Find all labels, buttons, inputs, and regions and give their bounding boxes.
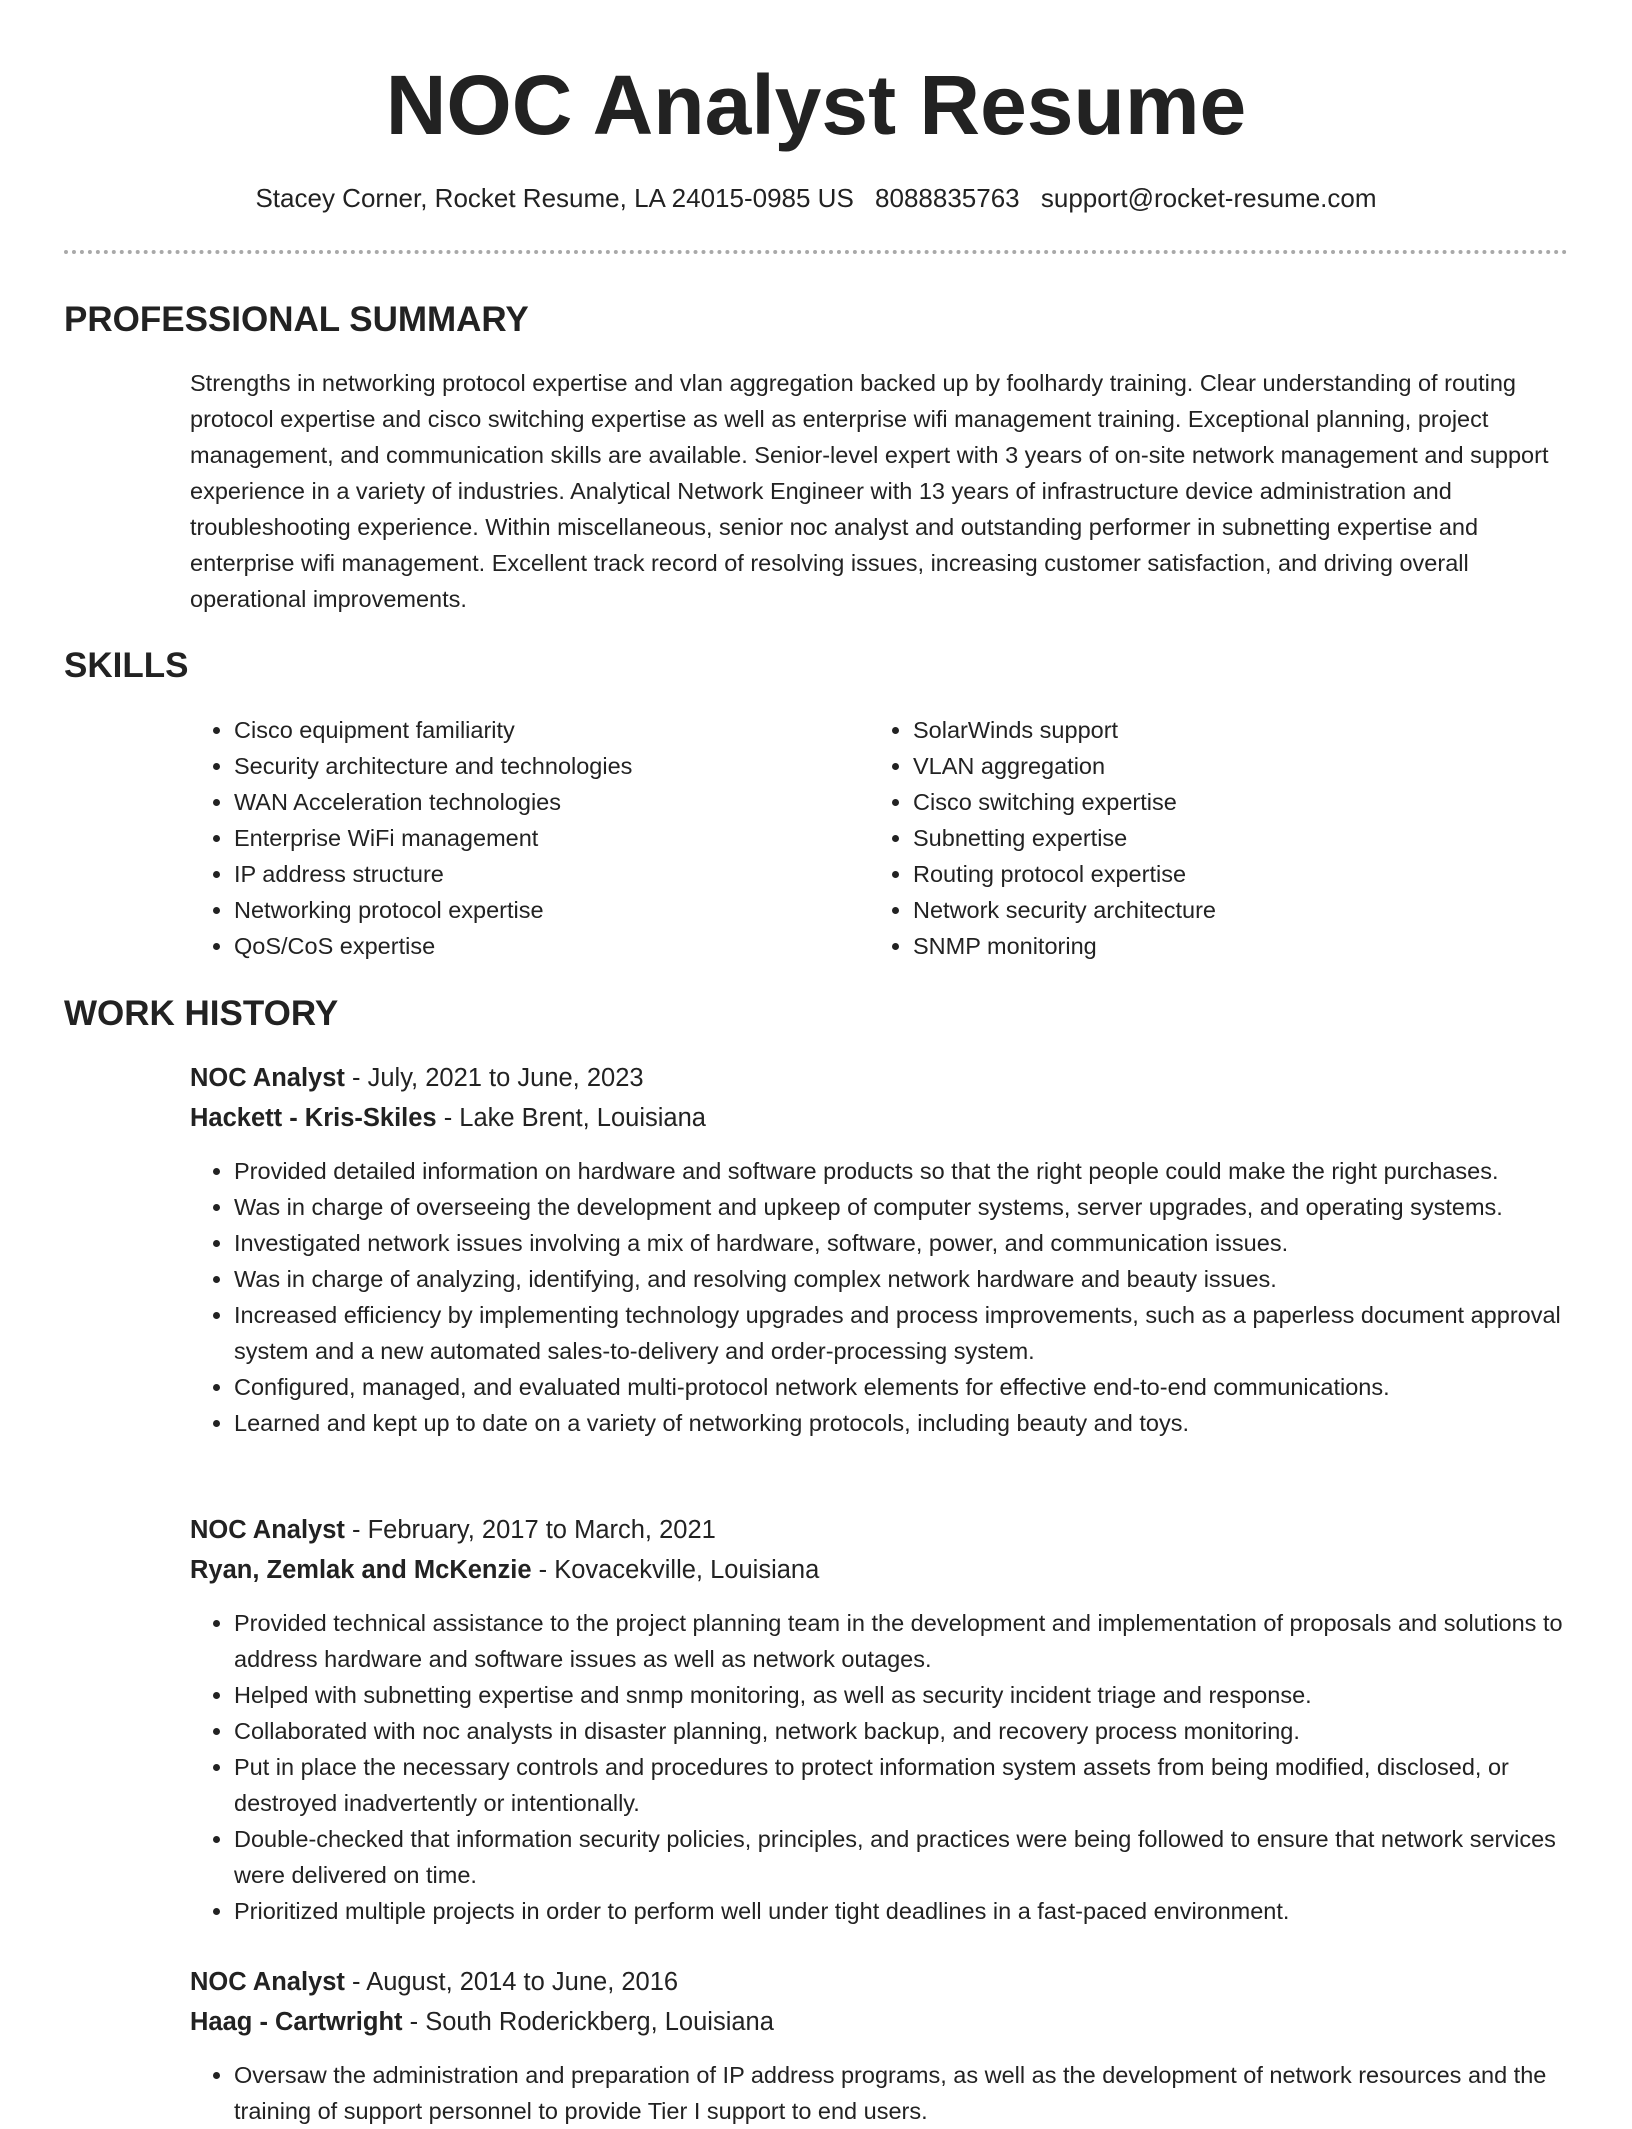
job-bullet: • Oversaw the administration and preparation of IP address programs, as well as the development of network resources and the training of support personnel to provide Tier I support to end users. bbox=[234, 2057, 1570, 2129]
skills-left-column bbox=[190, 712, 810, 964]
skill-item: • VLAN aggregation bbox=[913, 748, 1569, 784]
skills-heading: SKILLS bbox=[64, 646, 189, 685]
job-bullet-list bbox=[190, 1605, 1570, 1929]
skill-item: • SNMP monitoring bbox=[913, 928, 1569, 964]
skill-item: • Cisco switching expertise bbox=[913, 784, 1569, 820]
skill-item: • Networking protocol expertise bbox=[234, 892, 810, 928]
job-title: NOC Analyst bbox=[190, 1968, 345, 1996]
job-bullet-list bbox=[190, 2057, 1570, 2129]
skill-item: • SolarWinds support bbox=[913, 712, 1569, 748]
job-bullet: • Investigated network issues involving a mix of hardware, software, power, and communication issues. bbox=[234, 1225, 1570, 1261]
job-title-line: NOC Analyst - February, 2017 to March, 2021 bbox=[190, 1516, 716, 1544]
job-location: Kovacekville, Louisiana bbox=[554, 1556, 820, 1584]
resume-title: NOC Analyst Resume bbox=[385, 58, 1247, 152]
skills-right-column bbox=[869, 712, 1569, 964]
job-company-line: Haag - Cartwright - South Roderickberg, Louisiana bbox=[190, 2008, 774, 2036]
skill-item: • Cisco equipment familiarity bbox=[234, 712, 810, 748]
job-bullet: • Was in charge of overseeing the development and upkeep of computer systems, server upgrades, and operating systems. bbox=[234, 1189, 1570, 1225]
header-divider bbox=[64, 250, 1568, 254]
job-title-line: NOC Analyst - August, 2014 to June, 2016 bbox=[190, 1968, 679, 1996]
skill-item: • IP address structure bbox=[234, 856, 810, 892]
job-dates: February, 2017 to March, 2021 bbox=[367, 1516, 716, 1544]
job-bullet: • Was in charge of analyzing, identifying, and resolving complex network hardware and beauty issues. bbox=[234, 1261, 1570, 1297]
skill-item: • WAN Acceleration technologies bbox=[234, 784, 810, 820]
work-history-heading: WORK HISTORY bbox=[64, 994, 339, 1033]
job-company: Ryan, Zemlak and McKenzie bbox=[190, 1556, 532, 1584]
job-bullet: • Configured, managed, and evaluated multi-protocol network elements for effective end-to-end communications. bbox=[234, 1369, 1570, 1405]
job-company: Haag - Cartwright bbox=[190, 2008, 403, 2036]
job-dates: July, 2021 to June, 2023 bbox=[367, 1064, 644, 1092]
job-title: NOC Analyst bbox=[190, 1064, 345, 1092]
job-bullet: • Provided detailed information on hardware and software products so that the right people could make the right purchases. bbox=[234, 1153, 1570, 1189]
skill-item: • Network security architecture bbox=[913, 892, 1569, 928]
job-bullets bbox=[190, 2057, 1570, 2129]
skills-right-list bbox=[869, 712, 1569, 964]
skill-item: • Routing protocol expertise bbox=[913, 856, 1569, 892]
job-company-line: Ryan, Zemlak and McKenzie - Kovacekville, Louisiana bbox=[190, 1556, 820, 1584]
job-bullet: • Put in place the necessary controls and procedures to protect information system assets from being modified, disclosed, or destroyed inadvertently or intentionally. bbox=[234, 1749, 1570, 1821]
skills-left-list bbox=[190, 712, 810, 964]
summary-text: Strengths in networking protocol expertise and vlan aggregation backed up by foolhardy training. Clear understanding of routing protocol expertise and cisco switching expertise as well as enterprise wifi management training. Exceptional planning, project management, and communication skills are available. Senior-level expert with 3 years of on-site network management and support experience in a variety of industries. Analytical Network Engineer with 13 years of infrastructure device administration and troubleshooting experience. Within miscellaneous, senior noc analyst and outstanding performer in subnetting expertise and enterprise wifi management. Excellent track record of resolving issues, increasing customer satisfaction, and driving overall operational improvements. bbox=[190, 370, 1549, 612]
job-bullet: • Double-checked that information security policies, principles, and practices were being followed to ensure that network services were delivered on time. bbox=[234, 1821, 1570, 1893]
job-location: Lake Brent, Louisiana bbox=[459, 1104, 706, 1132]
skill-item: • Subnetting expertise bbox=[913, 820, 1569, 856]
job-bullets bbox=[190, 1605, 1570, 1929]
job-title-line: NOC Analyst - July, 2021 to June, 2023 bbox=[190, 1064, 644, 1092]
job-bullet: • Collaborated with noc analysts in disaster planning, network backup, and recovery process monitoring. bbox=[234, 1713, 1570, 1749]
contact-email: support@rocket-resume.com bbox=[1040, 183, 1377, 213]
job-title: NOC Analyst bbox=[190, 1516, 345, 1544]
job-bullet: • Provided technical assistance to the project planning team in the development and implementation of proposals and solutions to address hardware and software issues as well as network outages. bbox=[234, 1605, 1570, 1677]
job-dates: August, 2014 to June, 2016 bbox=[366, 1968, 679, 1996]
job-bullets bbox=[190, 1153, 1570, 1441]
skill-item: • Enterprise WiFi management bbox=[234, 820, 810, 856]
job-location: South Roderickberg, Louisiana bbox=[425, 2008, 774, 2036]
job-bullet-list bbox=[190, 1153, 1570, 1441]
job-company: Hackett - Kris-Skiles bbox=[190, 1104, 437, 1132]
job-bullet: • Learned and kept up to date on a variety of networking protocols, including beauty and toys. bbox=[234, 1405, 1570, 1441]
job-bullet: • Helped with subnetting expertise and snmp monitoring, as well as security incident triage and response. bbox=[234, 1677, 1570, 1713]
contact-line bbox=[0, 180, 1632, 216]
contact-phone: 8088835763 bbox=[875, 183, 1020, 213]
contact-address: Stacey Corner, Rocket Resume, LA 24015-0985 US bbox=[255, 183, 854, 213]
summary-heading: PROFESSIONAL SUMMARY bbox=[64, 300, 529, 339]
job-company-line: Hackett - Kris-Skiles - Lake Brent, Louisiana bbox=[190, 1104, 706, 1132]
job-bullet: • Increased efficiency by implementing technology upgrades and process improvements, such as a paperless document approval system and a new automated sales-to-delivery and order-processing system. bbox=[234, 1297, 1570, 1369]
job-bullet: • Prioritized multiple projects in order to perform well under tight deadlines in a fast-paced environment. bbox=[234, 1893, 1570, 1929]
skill-item: • Security architecture and technologies bbox=[234, 748, 810, 784]
skill-item: • QoS/CoS expertise bbox=[234, 928, 810, 964]
